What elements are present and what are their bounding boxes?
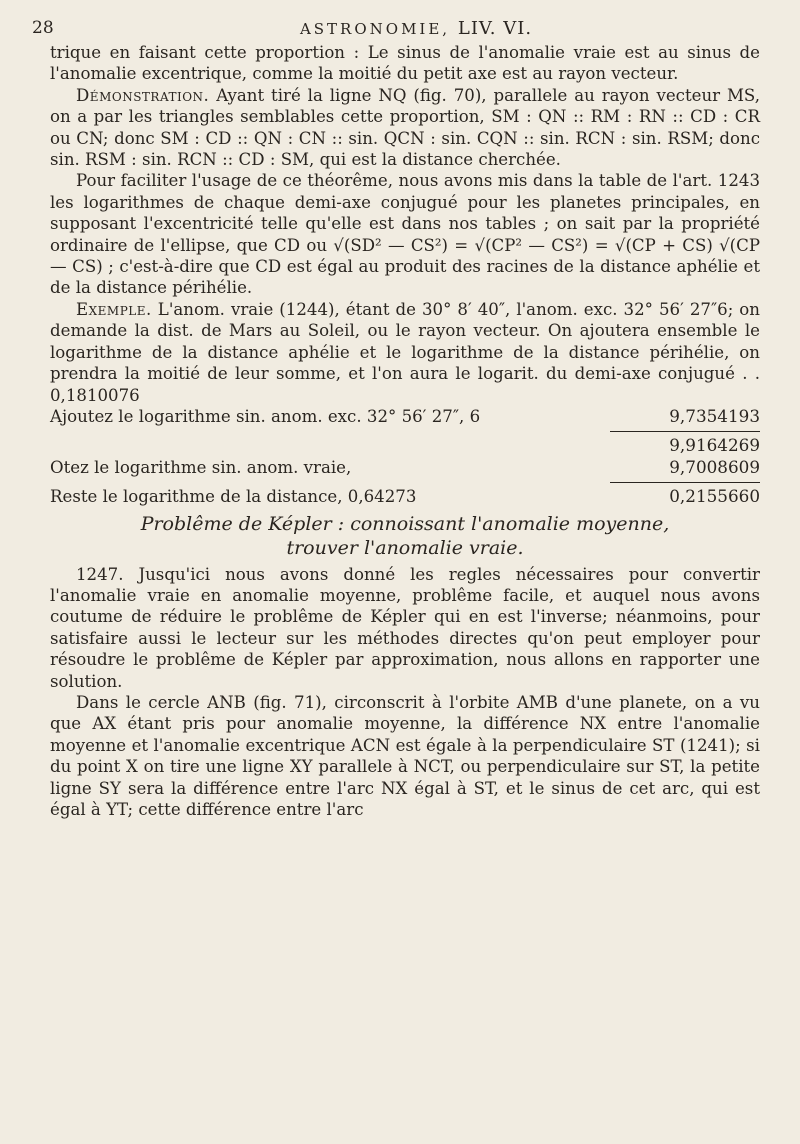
example-text: L'anom. vraie (1244), étant de 30° 8′ 40″, l'anom. exc. 32° 56′ 27″6; on demande la dist. de Mars au Soleil, ou le rayon vecteur. On ajoutera ensemble le logarithme de la distance aphélie et le logarithme de la distance périhélie, on prendra la moitié de leur somme, et l'on aura le logarit. du demi-axe conjugué [50, 299, 760, 384]
demonstration-text: Ayant tiré la ligne NQ (fig. 70), parallele au rayon vecteur MS, on a par les triangles semblables cette proportion, SM : QN :: RM : RN :: CD : CR ou CN; donc SM : CD :: QN : CN :: sin. QCN : sin. CQN :: sin. RCN : sin. RSM; donc sin. RSM : sin. RCN :: CD : SM, qui est la distance cherchée. [50, 85, 760, 170]
paragraph-usage: Pour faciliter l'usage de ce théorême, nous avons mis dans la table de l'art. 1243 les logarithmes de chaque demi-axe conjugué pour les planetes principales, en supposant l'excentricité telle qu'elle est dans nos tables ; on sait par la propriété ordinaire de l'ellipse, que CD ou √(SD² — CS²) = √(CP² — CS²) = √(CP + CS) √(CP — CS) ; c'est-à-dire que CD est égal au produit des racines de la distance aphélie et de la distance périhélie. [50, 171, 760, 298]
running-title [72, 18, 760, 39]
problem-heading-line2: trouver l'anomalie vraie. [286, 536, 524, 559]
demonstration-label: Démonstration. [76, 85, 210, 105]
calc-add-label: Ajoutez le logarithme sin. anom. exc. 32° 56′ 27″, 6 [50, 406, 481, 426]
calc-rule-line-2 [610, 482, 760, 483]
problem-heading [50, 512, 760, 560]
calc-add-row [50, 406, 760, 427]
paragraph-demonstration [50, 85, 760, 171]
calc-rest-row [50, 486, 760, 507]
calc-rest-label: Reste le logarithme de la distance, 0,64273 [50, 487, 417, 507]
page-number: 28 [32, 18, 54, 38]
calc-sub-row [50, 457, 760, 478]
calc-add-value: 9,7354193 [669, 405, 760, 426]
calc-sum-row [50, 435, 760, 456]
problem-heading-line1: Problême de Képler : connoissant l'anomalie moyenne, [140, 512, 670, 535]
running-title-text: ASTRONOMIE, [299, 20, 451, 38]
page-body [50, 42, 760, 820]
calc-sum-value: 9,9164269 [669, 435, 760, 456]
running-head [32, 18, 760, 42]
calc-sub-value: 9,7008609 [669, 456, 760, 477]
paragraph-1247: 1247. Jusqu'ici nous avons donné les regles nécessaires pour convertir l'anomalie vraie en anomalie moyenne, problême facile, et auquel nous avons coutume de réduire le problême de Képler qui en est l'inverse; néanmoins, pour satisfaire aussi le lecteur sur les méthodes directes qu'on peut employer pour résoudre le problême de Képler par approximation, nous allons en rapporter une solution. [50, 564, 760, 691]
calc-rule-2 [50, 478, 760, 486]
paragraph-circle: Dans le cercle ANB (fig. 71), circonscrit à l'orbite AMB d'une planete, on a vu que AX étant pris pour anomalie moyenne, la différence NX entre l'anomalie moyenne et l'anomalie excentrique ACN est égale à la perpendiculaire ST (1241); si du point X on tire une ligne XY parallele à NCT, ou perpendiculaire sur ST, la petite ligne SY sera la différence entre l'arc NX égal à ST, et le sinus de cet arc, qui est égal à YT; cette différence entre l'arc [50, 692, 760, 819]
calc-sub-label: Otez le logarithme sin. anom. vraie, [50, 457, 352, 477]
paragraph-continuation: trique en faisant cette proportion : Le sinus de l'anomalie vraie est au sinus de l'anomalie excentrique, comme la moitié du petit axe est au rayon vecteur. [50, 43, 760, 84]
example-value: 0,1810076 [50, 385, 140, 405]
book-number: LIV. VI. [457, 18, 533, 39]
paragraph-example: Exemple. L'anom. vraie (1244), étant de 30° 8′ 40″, l'anom. exc. 32° 56′ 27″6; on demande la dist. de Mars au Soleil, ou le rayon vecteur. On ajoutera ensemble le logarithme de la distance aphélie et le logarithme de la distance périhélie, on prendra la moitié de leur somme, et l'on aura le logarit. du demi-axe conjugué . . 0,1810076 [50, 299, 760, 405]
calc-rule [50, 427, 760, 435]
calc-rule-line [610, 431, 760, 432]
calc-rest-value: 0,2155660 [669, 486, 760, 507]
example-label: Exemple. [76, 299, 152, 319]
